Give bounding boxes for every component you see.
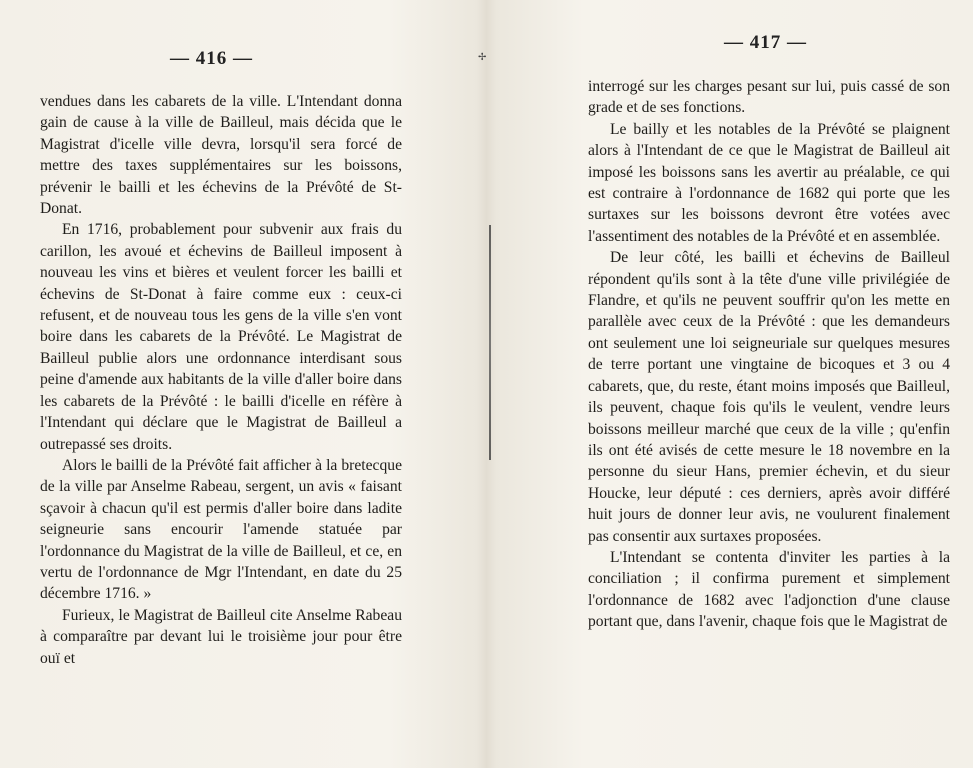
- left-page-text: [40, 91, 402, 669]
- right-page-number: — 417 —: [724, 32, 807, 53]
- left-page-number: — 416 —: [170, 48, 253, 69]
- left-paragraph-3: Alors le bailli de la Prévôté fait afficher à la bretecque de la ville par Anselme Rabeau, sergent, un avis « faisant sçavoir à chacun qu'il est permis d'aller boire dans ladite seigneurie sans encourir l'amende statuée par l'ordonnance du Magistrat de la ville de Bailleul, et ce, en vertu de l'ordonnance de Mgr l'Intendant, en date du 25 décembre 1716. »: [40, 456, 402, 603]
- left-paragraph-1: vendues dans les cabarets de la ville. L'Intendant donna gain de cause à la ville de Bailleul, mais décida que le Magistrat d'icelle ville devra, lorsqu'il sera forcé de mettre des taxes supplémentaires sur les boissons, prévenir le bailli et les échevins de la Prévôté de St-Donat.: [40, 93, 402, 218]
- right-paragraph-4: L'Intendant se contenta d'inviter les parties à la conciliation ; il confirma purement et simplement l'ordonnance de 1682 avec l'adjonction d'une clause portant que, dans l'avenir, chaque fois que le Magistrat de: [588, 548, 950, 631]
- right-paragraph-2: Le bailly et les notables de la Prévôté se plaignent alors à l'Intendant de ce que le Magistrat de Bailleul ait imposé les boissons sans les avertir au préalable, ce qui est contraire à l'ordonnance de 1682 qui porte que les surtaxes sur les boissons devront être votées avec l'assentiment des notables de la Prévôté et en assemblée.: [588, 120, 950, 245]
- left-paragraph-2: En 1716, probablement pour subvenir aux frais du carillon, les avoué et échevins de Bailleul imposent à nouveau les vins et bières et veulent forcer les bailli et échevins de St-Donat à faire comme eux : ceux-ci refusent, et de nouveau tous les gens de la ville s'en vont boire dans les cabarets de la Prévôté. Le Magistrat de Bailleul publie alors une ordonnance interdisant sous peine d'amende aux habitants de la ville d'aller boire dans les cabarets de la Prévôté : le bailli d'icelle en réfère à l'Intendant qui déclare que le Magistrat de Bailleul a outrepassé ses droits.: [40, 221, 402, 453]
- gutter-mark: ✢: [478, 52, 487, 63]
- gutter-binding-line: [489, 225, 491, 460]
- right-page-text: [588, 76, 950, 633]
- right-paragraph-3: De leur côté, les bailli et échevins de Bailleul répondent qu'ils sont à la tête d'une ville privilégiée de Flandre, et qu'ils ne peuvent souffrir qu'on les mette en parallèle avec ceux de la Prévôté : que les demandeurs ont seulement une loi seigneuriale sur quelques mesures de terre portant une vingtaine de bicoques et 3 ou 4 cabarets, que, du reste, étant moins imposés que Bailleul, ils peuvent, chaque fois qu'ils le veulent, vendre leurs boissons meilleur marché que ceux de la ville ; qu'enfin ils ont été avisés de cette mesure le 18 novembre en la personne du sieur Hans, premier échevin, et du sieur Houcke, leur député : ces derniers, après avoir différé huit jours de donner leur avis, ne voulurent finalement pas consentir aux surtaxes proposées.: [588, 249, 950, 545]
- right-paragraph-1: interrogé sur les charges pesant sur lui, puis cassé de son grade et de ses fonctions.: [588, 78, 950, 117]
- left-paragraph-4: Furieux, le Magistrat de Bailleul cite Anselme Rabeau à comparaître par devant lui le troisième jour pour être ouï et: [40, 606, 402, 667]
